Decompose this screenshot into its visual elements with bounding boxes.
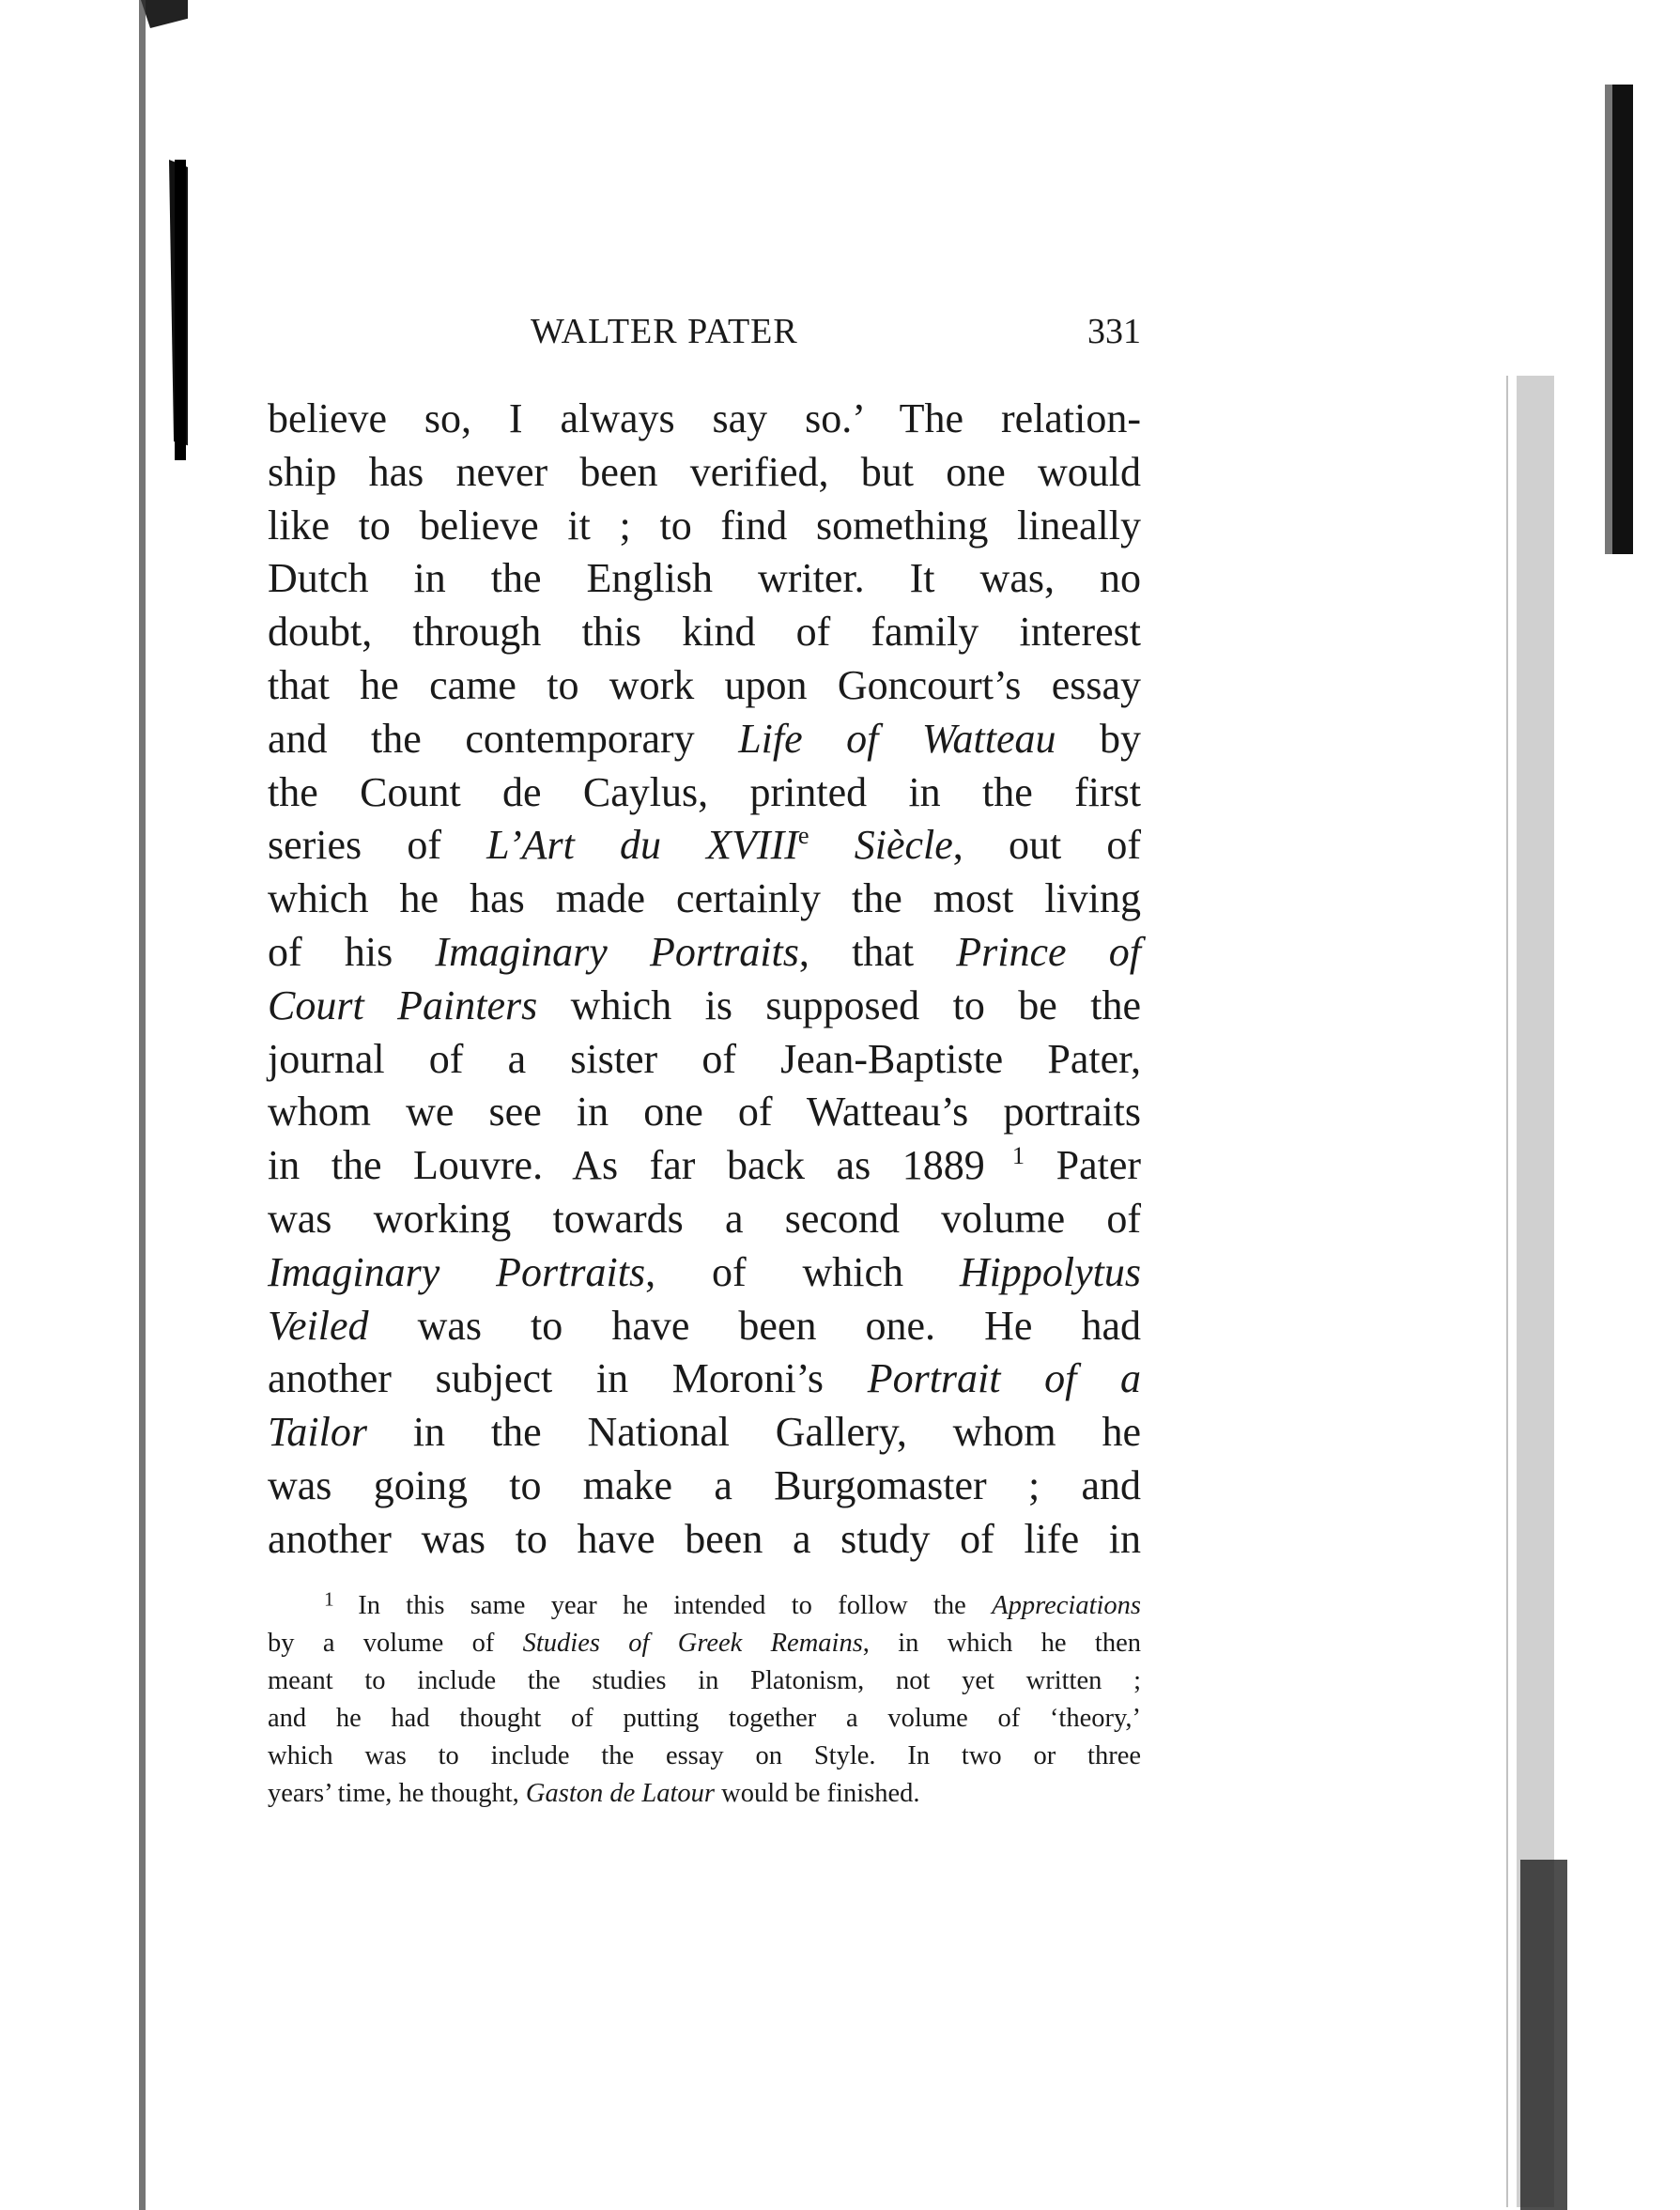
text-line: Dutch in the English writer. It was, no (268, 555, 1141, 602)
italic-text: Life of Watteau (738, 715, 1056, 762)
text-line: Imaginary Portraits, of which Hippolytus (268, 1248, 1141, 1295)
italic-text: Portrait of a (867, 1355, 1142, 1402)
text-line: was working towards a second volume of (268, 1195, 1141, 1242)
text-line: in the Louvre. As far back as 1889 $^1$ Pater (268, 1141, 1142, 1189)
text-line: doubt, through this kind of family interest (268, 609, 1141, 656)
superscript: 1 (984, 1141, 1025, 1170)
text-line: Veiled was to have been one. He had (268, 1302, 1141, 1349)
italic-text: Court Painters (268, 981, 538, 1028)
page-number: 331 (1087, 312, 1141, 351)
text-line: whom we see in one of Watteau’s portraits (268, 1089, 1141, 1136)
italic-text: Imaginary Portraits (268, 1248, 646, 1295)
footnote-line: by a volume of Studies of Greek Remains, in which he then (268, 1629, 1141, 1658)
text-line: Court Painters which is supposed to be the (268, 981, 1141, 1028)
italic-text: Gaston de Latour (525, 1779, 716, 1808)
text-line: the Count de Caylus, printed in the first (268, 768, 1141, 815)
text-line: like to believe it ; to find something lineally (268, 502, 1141, 549)
italic-text: Prince of (956, 928, 1141, 975)
italic-text: Hippolytus (959, 1248, 1141, 1295)
binding-shadow-left (0, 0, 188, 2210)
text-line: journal of a sister of Jean-Baptiste Pater, (268, 1035, 1141, 1082)
italic-text: L’Art du XVIII (486, 822, 798, 869)
page-header (268, 308, 1141, 355)
text-line: and the contemporary Life of Watteau by (268, 715, 1142, 762)
text-line: believe so, I always say so.’ The relation- (268, 395, 1141, 441)
italic-text: Studies of Greek Remains (522, 1629, 863, 1658)
text-line: of his Imaginary Portraits, that Prince of (268, 928, 1141, 975)
text-line: ship has never been verified, but one would (268, 448, 1141, 495)
text-line: another subject in Moroni’s Portrait of a (268, 1355, 1142, 1402)
italic-text: Appreciations (992, 1591, 1141, 1620)
italic-text: Tailor (268, 1409, 368, 1456)
text-line: Tailor in the National Gallery, whom he (268, 1409, 1141, 1456)
footnote-line: $^1$ In this same year he intended to follow the Appreciations (324, 1587, 1141, 1620)
footnote-line: years’ time, he thought, Gaston de Latour would be finished. (268, 1779, 920, 1808)
footnote-line: which was to include the essay on Style. In two or three (268, 1741, 1141, 1770)
footnote-marker: 1 (324, 1587, 359, 1611)
italic-text: Imaginary Portraits (435, 928, 799, 975)
footnote-line: and he had thought of putting together a volume of ‘theory,’ (268, 1704, 1141, 1733)
binding-shadow-right (1455, 0, 1680, 2210)
superscript: e (797, 821, 809, 850)
running-head: WALTER PATER (531, 312, 798, 351)
body-text (268, 393, 1141, 1567)
footnote (268, 1587, 1141, 1813)
text-line: that he came to work upon Goncourt’s essay (268, 661, 1141, 708)
text-line: was going to make a Burgomaster ; and (268, 1461, 1141, 1508)
text-line: series of L’Art du XVIIIe Siècle, out of (268, 821, 1141, 869)
text-line: another was to have been a study of life in (268, 1515, 1141, 1562)
footnote-line: meant to include the studies in Platonism, not yet written ; (268, 1666, 1141, 1695)
italic-text: Veiled (268, 1302, 369, 1349)
italic-text: Siècle (809, 822, 953, 869)
text-line: which he has made certainly the most living (268, 875, 1141, 922)
